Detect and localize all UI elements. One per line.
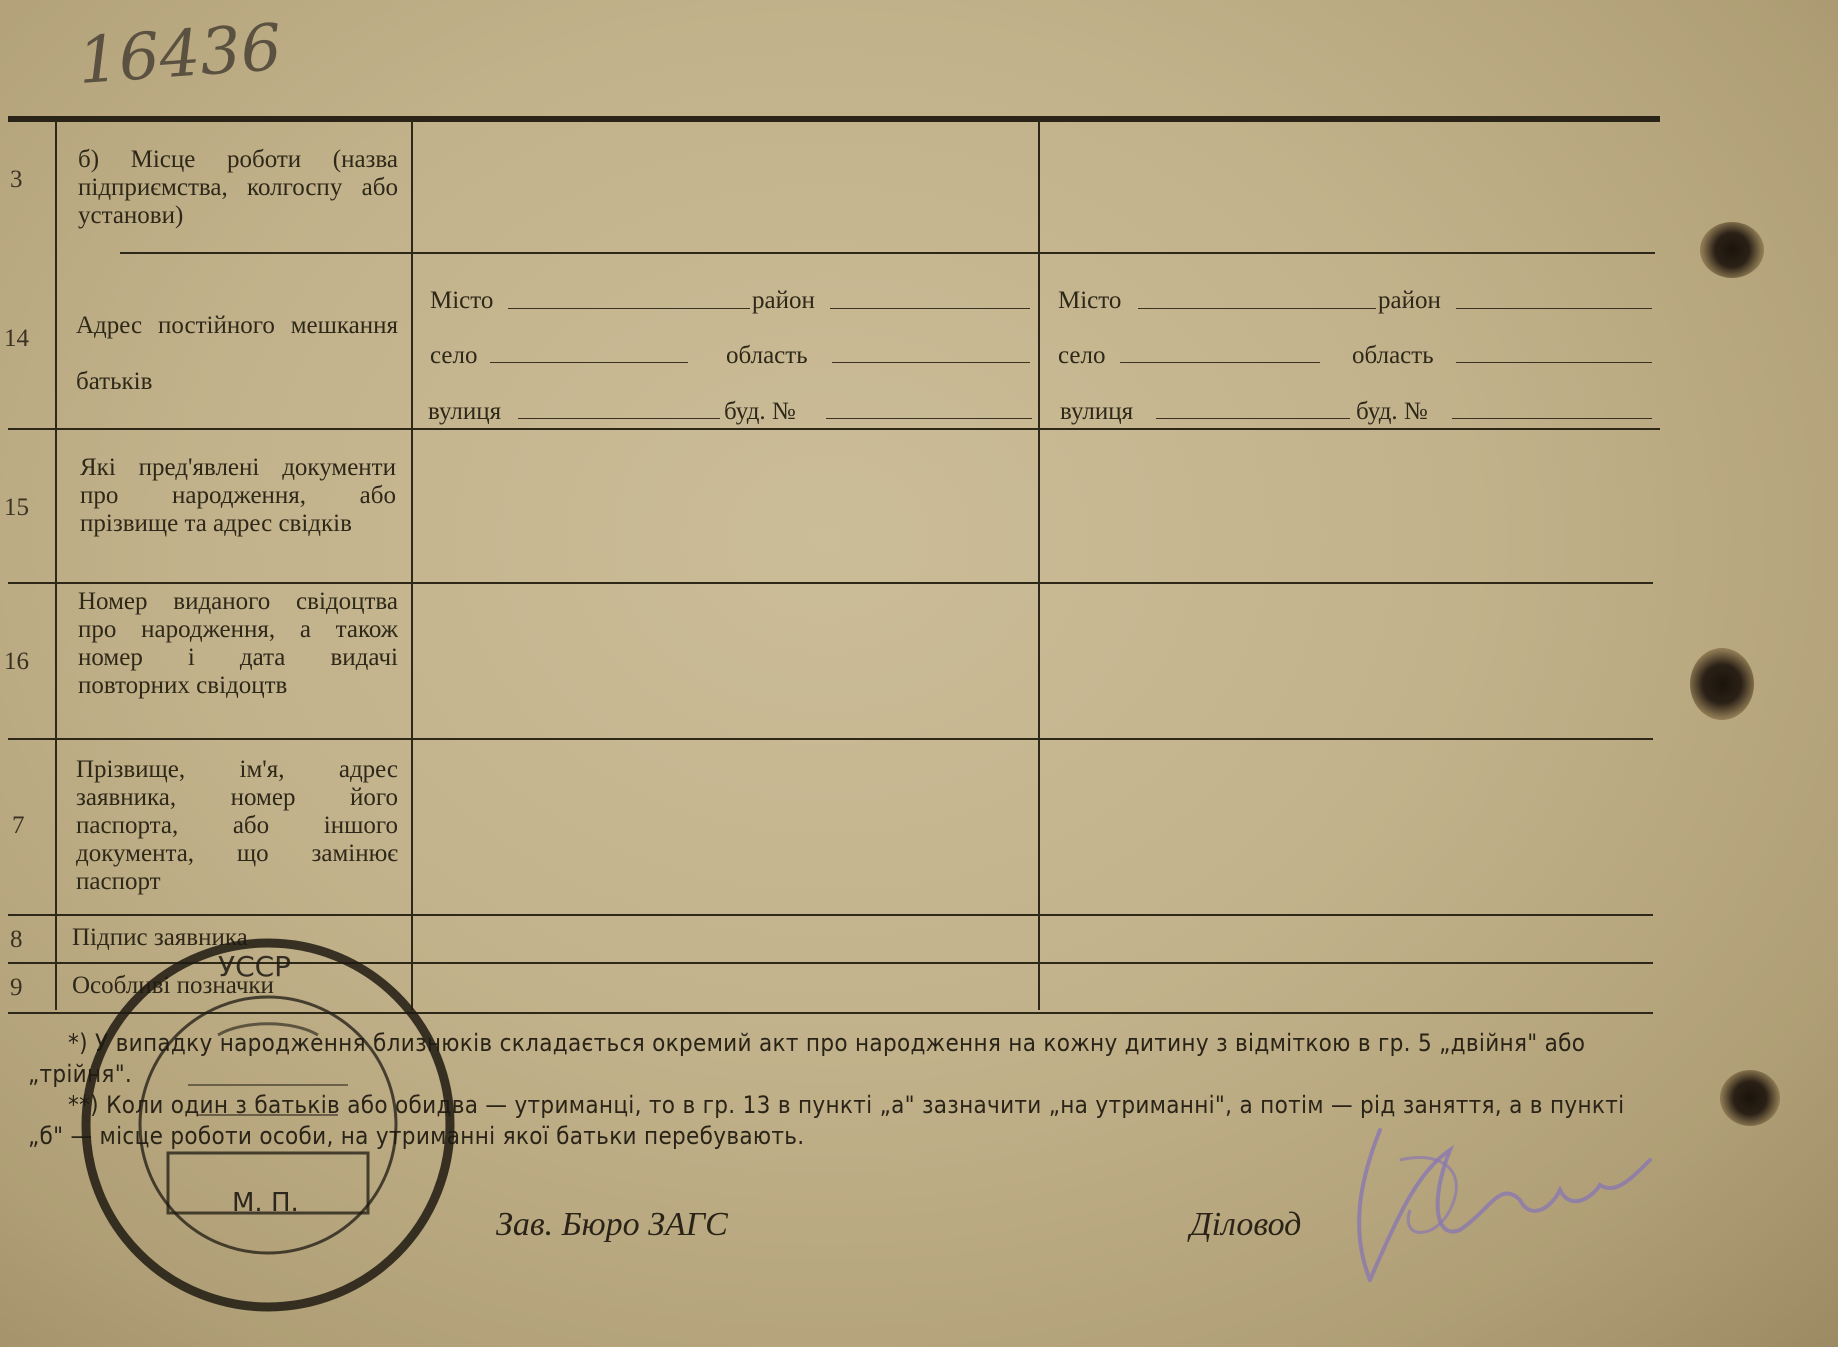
village-label: село [1058,342,1106,369]
punch-hole [1700,222,1764,278]
parent-column-border [1038,120,1040,1010]
punch-hole [1720,1070,1780,1126]
region-fill-line [832,362,1030,363]
row-divider [8,738,1653,740]
label-column-border [411,120,413,1010]
clerk-handwritten-signature [1340,1090,1670,1310]
number-column-border [55,120,57,1010]
row-label-workplace: б) Місце роботи (назва підприємства, колгоспу або установи) [78,146,398,229]
row-divider [8,582,1653,584]
district-fill-line [830,308,1030,309]
city-label: Місто [430,287,494,314]
row-number: 14 [4,325,29,352]
stamp-top-text: УССР [218,950,292,983]
city-fill-line [1138,308,1376,309]
street-fill-line [518,418,720,419]
row-divider [8,914,1653,916]
row-number: 15 [4,494,29,521]
table-top-border [8,116,1660,122]
building-label: буд. № [724,398,796,425]
building-fill-line [1452,418,1652,419]
punch-hole [1690,648,1754,720]
row-label-applicant: Прізвище, ім'я, адрес заявника, номер його паспорта, або іншого документа, що замінює паспорт [76,756,398,895]
row-label-applicant-signature: Підпис заявника [72,924,248,951]
district-label: район [1378,287,1441,314]
row-divider [8,428,1660,430]
district-label: район [752,287,815,314]
city-fill-line [508,308,750,309]
footnote-dependents: **) Коли один з батьків або обидва — утриманці, то в гр. 13 в пункті „а" зазначити „на утриманні", а потім — рід заняття, а в пункті „б" — місце роботи особи, на утриманні якої батьки перебувають. [28,1091,1625,1150]
row-label-special-notes: Особливі позначки [72,972,274,999]
row-label-birth-documents: Які пред'явлені документи про народження, або прізвище та адрес свідків [80,454,396,537]
building-fill-line [826,418,1032,419]
row-number: 7 [12,812,25,839]
row-label-parents-address: Адрес постійного мешкання батьків [76,312,398,395]
village-fill-line [490,362,688,363]
city-label: Місто [1058,287,1122,314]
street-label: вулиця [428,398,502,425]
region-label: область [1352,342,1434,369]
footnote-twins: *) У випадку народження близнюків складається окремий акт про народження на кожну дитину з відміткою в гр. 5 „двійня" або „трійня". [28,1029,1586,1088]
row-divider [120,252,1655,254]
row-label-certificate-number: Номер виданого свідоцтва про народження, а також номер і дата видачі повторних свідоцтв [78,588,398,699]
clerk-signature-label: Діловод [1190,1206,1302,1243]
district-fill-line [1456,308,1652,309]
head-of-registry-signature-label: Зав. Бюро ЗАГС [496,1206,728,1243]
archive-number: 16436 [75,10,284,100]
row-number: 9 [10,974,23,1001]
row-number: 3 [10,166,23,193]
street-label: вулиця [1060,398,1134,425]
stamp-center-text: М. П. [232,1188,299,1218]
row-number: 8 [10,926,23,953]
village-label: село [430,342,478,369]
official-stamp [68,925,468,1325]
street-fill-line [1156,418,1350,419]
row-number: 16 [4,648,29,675]
region-label: область [726,342,808,369]
building-label: буд. № [1356,398,1428,425]
village-fill-line [1120,362,1320,363]
region-fill-line [1456,362,1652,363]
